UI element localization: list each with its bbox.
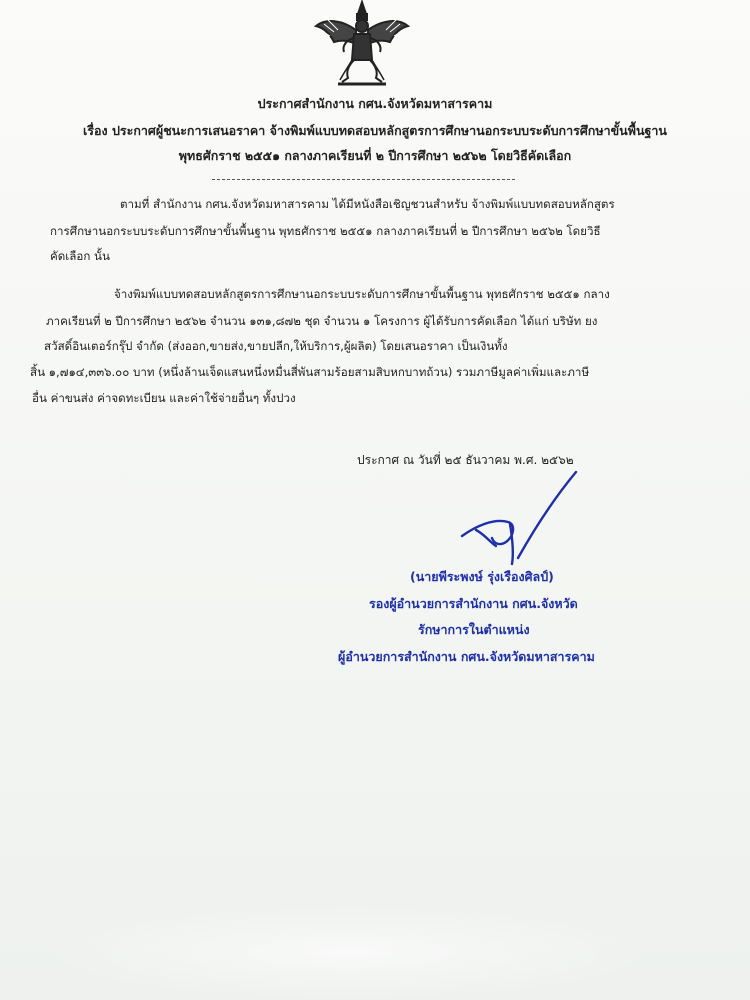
paragraph1-line2: การศึกษานอกระบบระดับการศึกษาขั้นพื้นฐาน พุทธศักราช ๒๕๕๑ กลางภาคเรียนที่ ๒ ปีการศึกษา ๒๕๖๒ โดยวิธี xyxy=(50,224,601,238)
announcement-date: ประกาศ ณ วันที่ ๒๕ ธันวาคม พ.ศ. ๒๕๖๒ xyxy=(357,453,574,467)
signer-acting-note: รักษาการในตำแหน่ง xyxy=(418,622,530,637)
signer-acting-position: ผู้อำนวยการสำนักงาน กศน.จังหวัดมหาสารคาม xyxy=(338,649,595,664)
header-office-title: ประกาศสำนักงาน กศน.จังหวัดมหาสารคาม xyxy=(257,96,493,111)
handwritten-signature xyxy=(456,466,596,576)
header-divider xyxy=(212,179,515,180)
signer-title: รองผู้อำนวยการสำนักงาน กศน.จังหวัด xyxy=(369,596,578,611)
header-subject-cont: พุทธศักราช ๒๕๕๑ กลางภาคเรียนที่ ๒ ปีการศึกษา ๒๕๖๒ โดยวิธีคัดเลือก xyxy=(178,148,572,163)
paragraph2-line1: จ้างพิมพ์แบบทดสอบหลักสูตรการศึกษานอกระบบระดับการศึกษาขั้นพื้นฐาน พุทธศักราช ๒๕๕๑ กลาง xyxy=(114,287,610,301)
header-subject: เรื่อง ประกาศผู้ชนะการเสนอราคา จ้างพิมพ์แบบทดสอบหลักสูตรการศึกษานอกระบบระดับการศึกษาขั้นพื้นฐาน xyxy=(83,123,667,138)
paragraph2-line4: สิ้น ๑,๗๑๔,๓๓๖.๐๐ บาท (หนึ่งล้านเจ็ดแสนหนึ่งหมื่นสี่พันสามร้อยสามสิบหกบาทถ้วน) รวมภาษีมูลค่าเพิ่มและภาษี xyxy=(30,365,590,379)
paragraph2-line2: ภาคเรียนที่ ๒ ปีการศึกษา ๒๕๖๒ จำนวน ๑๓๑,๘๗๒ ชุด จำนวน ๑ โครงการ ผู้ได้รับการคัดเลือก ได้แก่ บริษัท ยง xyxy=(46,314,598,328)
paragraph2-line3: สวัสดิ์อินเตอร์กรุ๊ป จำกัด (ส่งออก,ขายส่ง,ขายปลีก,ให้บริการ,ผู้ผลิต) โดยเสนอราคา เป็นเงินทั้ง xyxy=(44,339,508,353)
paragraph1-line3: คัดเลือก นั้น xyxy=(50,249,110,263)
paragraph1-line1: ตามที่ สำนักงาน กศน.จังหวัดมหาสารคาม ได้มีหนังสือเชิญชวนสำหรับ จ้างพิมพ์แบบทดสอบหลักสูตร xyxy=(120,197,615,211)
paragraph2-line5: อื่น ค่าขนส่ง ค่าจดทะเบียน และค่าใช้จ่ายอื่นๆ ทั้งปวง xyxy=(32,391,296,405)
garuda-emblem-icon xyxy=(312,0,412,92)
signer-name: (นายพีระพงษ์ รุ่งเรืองศิลป์) xyxy=(410,569,554,584)
paper-light-patch xyxy=(40,905,660,1000)
